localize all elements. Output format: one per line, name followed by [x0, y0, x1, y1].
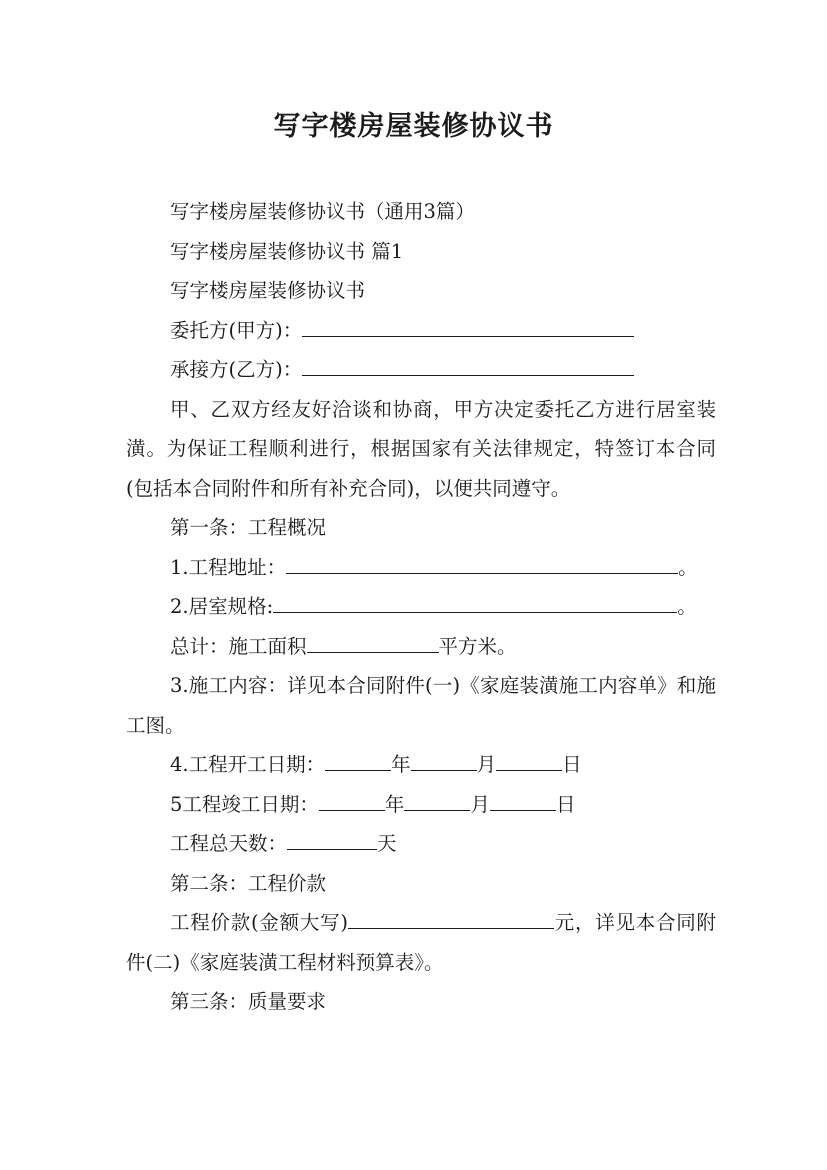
project-address-label: 1.工程地址： — [170, 555, 287, 579]
paragraph-project-address — [126, 548, 716, 588]
end-year-label: 年 — [384, 792, 405, 816]
paragraph-total-area — [126, 627, 716, 667]
paragraph-party-a — [126, 311, 716, 351]
paragraph-end-date — [126, 785, 716, 825]
project-price-rest: 元，详见本合同附件(二)《家庭装潢工程材料预算表》。 — [126, 911, 716, 974]
paragraph-article-one: 第一条：工程概况 — [170, 516, 327, 539]
start-month-blank — [411, 748, 477, 771]
project-address-blank — [286, 551, 678, 574]
room-spec-label: 2.居室规格: — [170, 595, 274, 618]
room-spec-blank — [273, 590, 677, 613]
paragraph-agreement-name: 写字楼房屋装修协议书 — [170, 279, 366, 302]
paragraph-room-spec — [126, 587, 716, 627]
total-area-unit: 平方米。 — [438, 634, 517, 658]
end-month-label: 月 — [470, 792, 490, 816]
total-days-blank — [287, 827, 377, 850]
paragraph-article-three: 第三条：质量要求 — [170, 990, 327, 1013]
party-b-blank — [302, 353, 634, 376]
start-year-blank — [325, 748, 391, 771]
party-a-blank — [302, 314, 634, 337]
total-days-unit: 天 — [377, 832, 397, 855]
end-year-blank — [319, 788, 385, 811]
start-date-label: 4.工程开工日期： — [170, 753, 326, 776]
paragraph-heading-general: 写字楼房屋装修协议书（通用3篇） — [170, 200, 475, 223]
project-price-blank — [348, 906, 554, 929]
paragraph-project-price — [126, 903, 716, 982]
start-day-label: 日 — [562, 753, 582, 776]
end-day-blank — [490, 788, 556, 811]
party-b-label: 承接方(乙方)： — [170, 358, 303, 381]
paragraph-article-two: 第二条：工程价款 — [170, 871, 327, 895]
total-days-label: 工程总天数： — [170, 832, 288, 855]
paragraph-party-b — [126, 350, 716, 390]
room-spec-end: 。 — [677, 595, 697, 618]
paragraph-article-number: 写字楼房屋装修协议书 篇1 — [170, 239, 404, 263]
document-body — [126, 192, 716, 1022]
party-a-label: 委托方(甲方)： — [170, 318, 303, 342]
document-title: 写字楼房屋装修协议书 — [273, 111, 554, 142]
end-date-label: 5工程竣工日期： — [170, 792, 319, 816]
total-area-label: 总计：施工面积 — [170, 634, 307, 658]
project-price-label: 工程价款(金额大写) — [170, 911, 348, 934]
paragraph-preamble: 甲、乙双方经友好洽谈和协商，甲方决定委托乙方进行居室装潢。为保证工程顺利进行，根据国家有关法律规定，特签订本合同(包括本合同附件和所有补充合同)，以便共同遵守。 — [126, 397, 716, 500]
start-month-label: 月 — [476, 753, 497, 776]
start-year-label: 年 — [391, 753, 411, 776]
end-day-label: 日 — [555, 792, 576, 816]
end-month-blank — [404, 788, 470, 811]
project-address-end: 。 — [678, 555, 698, 579]
paragraph-start-date — [126, 745, 716, 785]
paragraph-construction-content: 3.施工内容：详见本合同附件(一)《家庭装潢施工内容单》和施工图。 — [126, 674, 716, 737]
paragraph-total-days — [126, 824, 716, 864]
start-day-blank — [496, 748, 562, 771]
total-area-blank — [307, 630, 439, 653]
